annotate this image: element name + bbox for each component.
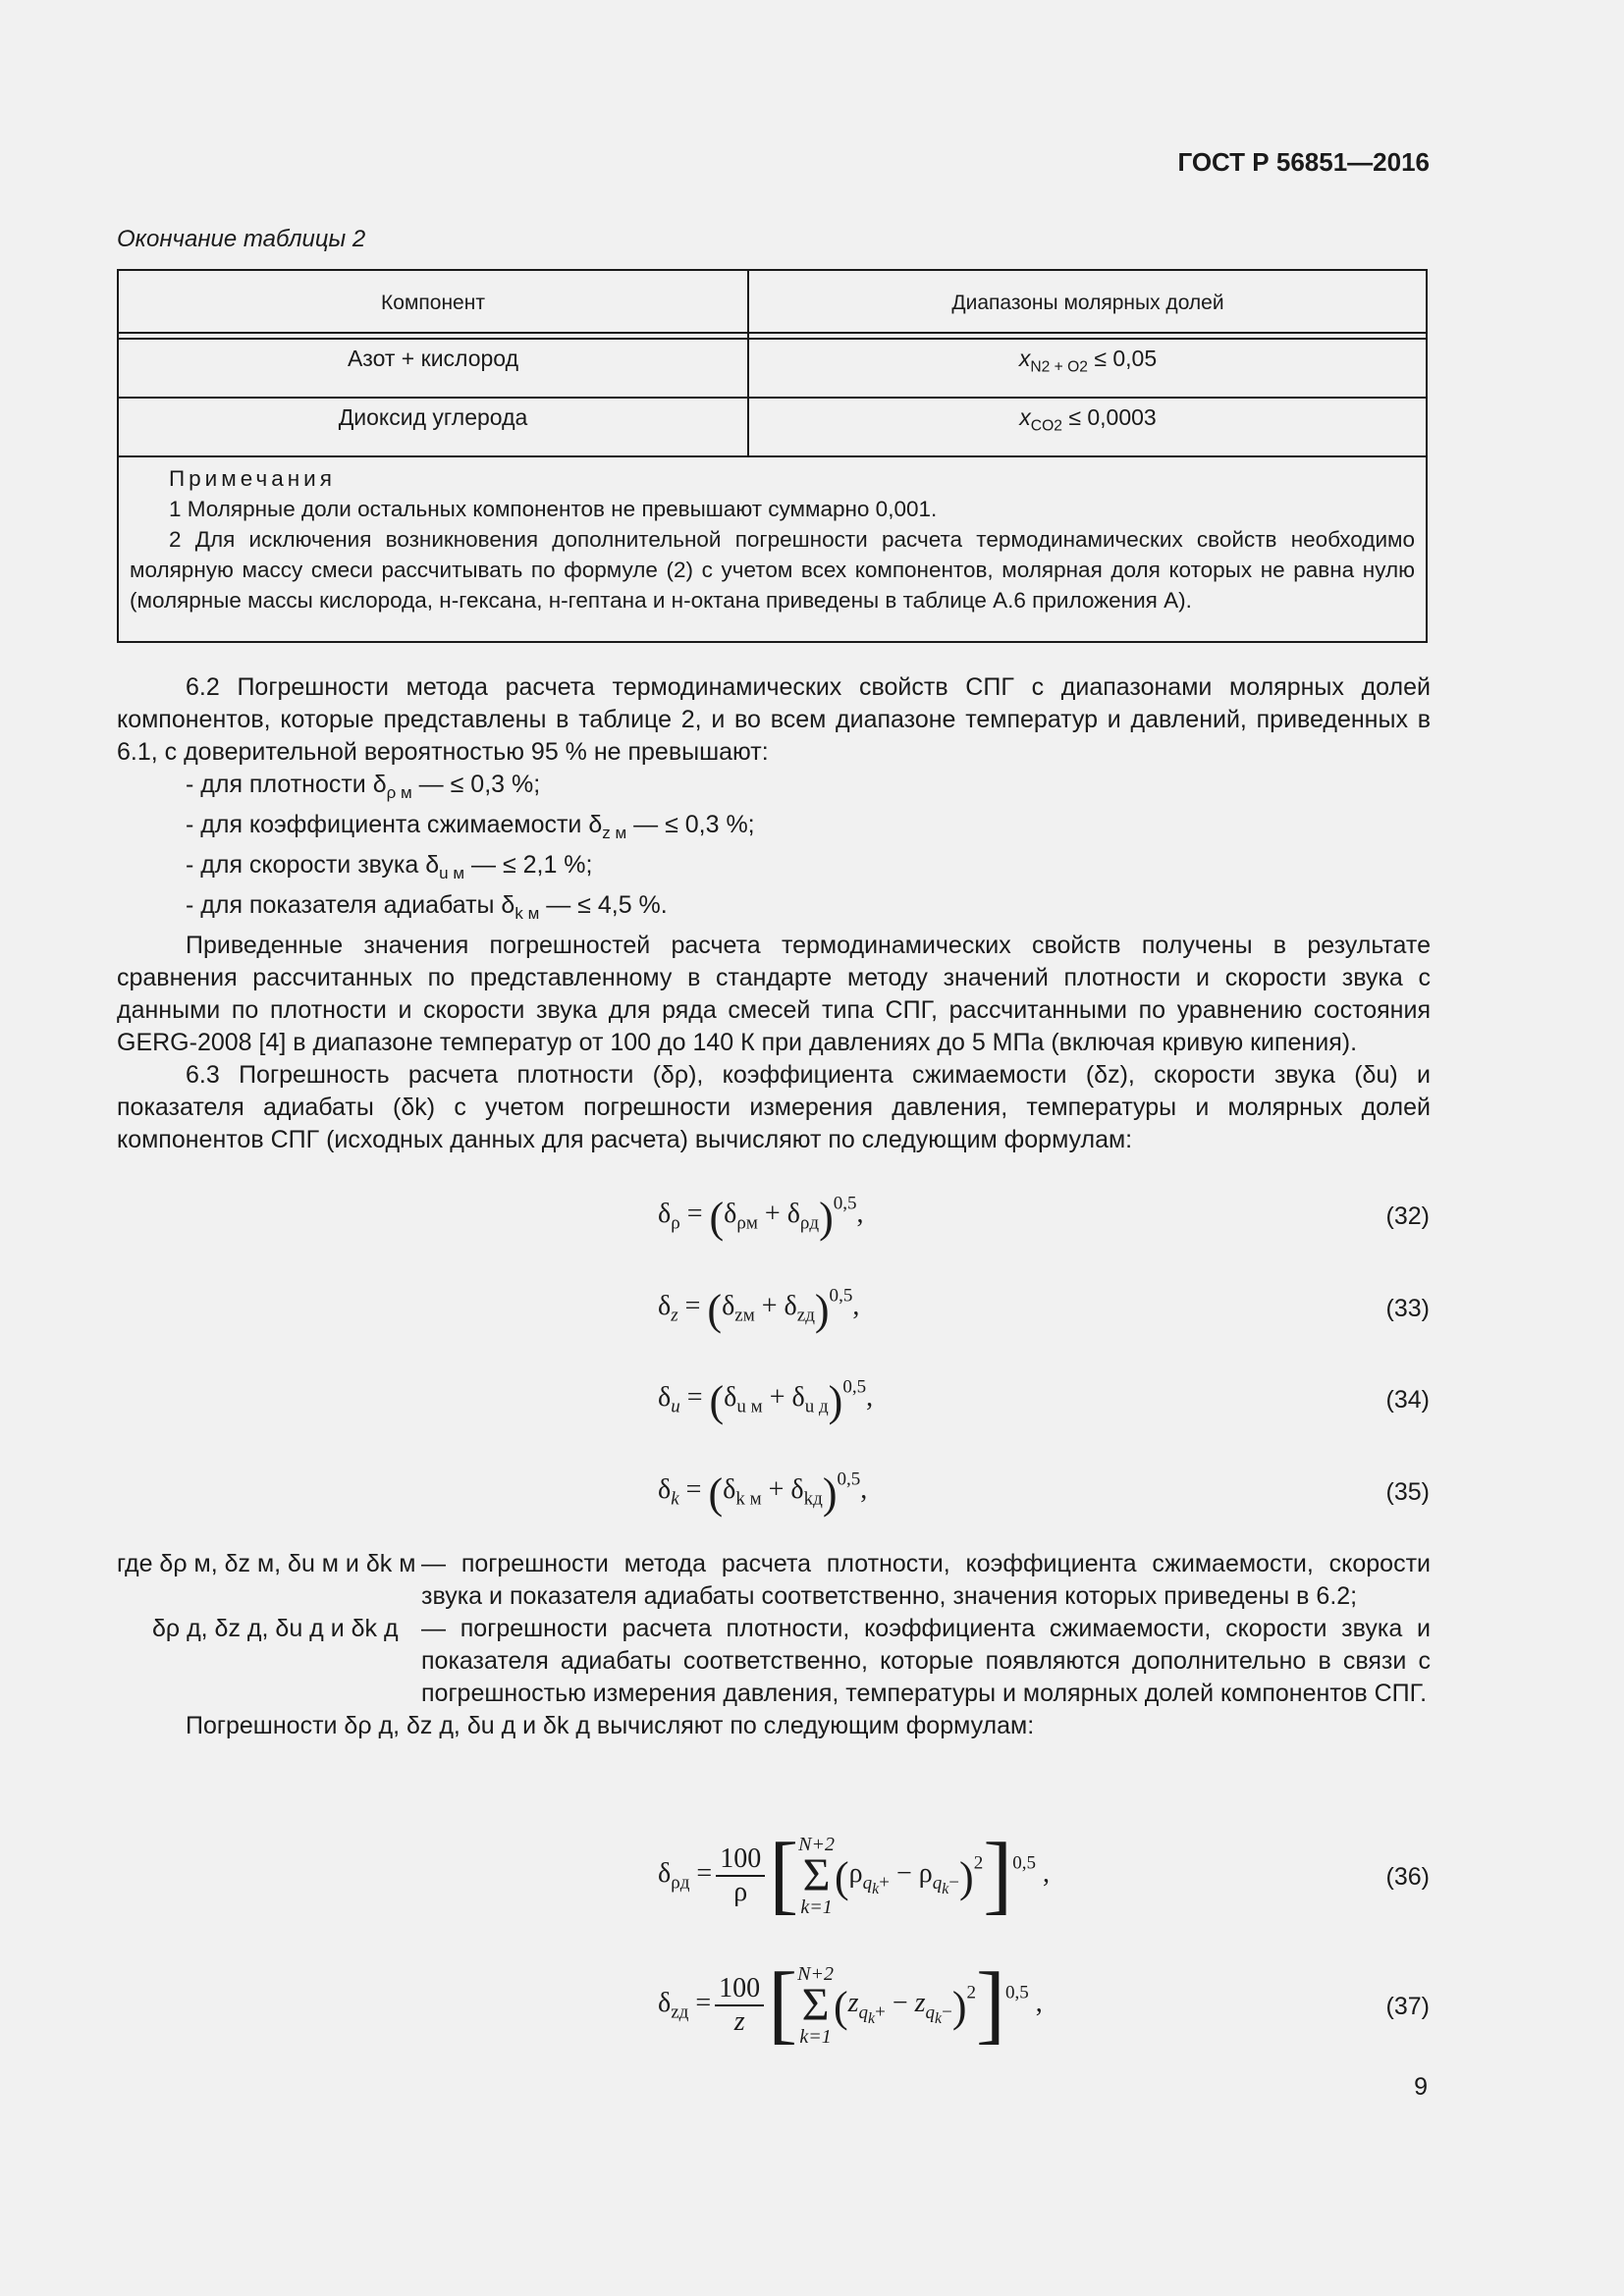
components-table [117,269,1428,643]
definition-term: δρ д, δz д, δu д и δk д [152,1615,399,1642]
page-number: 9 [1414,2073,1428,2101]
note-1: 1 Молярные доли остальных компонентов не превышают суммарно 0,001. [169,497,938,521]
equation-35: $\delta_k = (\delta_{k м} + \delta_{kд})^{0,5}$, [658,1468,868,1518]
table-cell-component: Диоксид углерода [338,404,528,430]
equation-number: (34) [1385,1386,1430,1414]
table-caption: Окончание таблицы 2 [117,226,366,252]
list-item: - для плотности $\delta_{\rho м}$ — ≤ 0,3 %; [186,771,541,802]
equation-36: $\delta_{\rho д}$ = $\frac{100}{\rho}$ [N+2 Σ $k=1(\rho_{q_k+} - \rho_{q_k-})^2]^{0,5}$ , [658,1826,1050,1923]
equation-33: $\delta_z = (\delta_{zм} + \delta_{zд})^{0,5}$, [658,1285,860,1334]
equation-37: $\delta_{zд}$ = $\frac{100}{z}[N+2$ Σ $k=1(z_{q_k+} - z_{q_k-})^2]^{0,5}$ , [658,1955,1043,2053]
table-header-range: Диапазоны молярных долей [951,292,1224,314]
table-row-divider [119,397,1426,399]
section-6-2-paragraph: Приведенные значения погрешностей расчета термодинамических свойств получены в результате сравнения рассчитанных по представленному в стандарте методу значений плотности и скорости звука с данными по плотности и скорости звука для ряда смесей типа СПГ, рассчитанными по уравнению состояния GERG-2008 [4] в диапазоне температур от 100 до 140 К при давлениях до 5 МПа (включая кривую кипения). [117,931,1431,1056]
document-code: ГОСТ Р 56851—2016 [1177,147,1430,177]
definition-row [117,1548,1431,1613]
variable-definitions [117,1548,1431,1742]
table-notes-divider [119,455,1426,457]
table-header-component: Компонент [381,292,485,314]
definition-text: — погрешности расчета плотности, коэффициента сжимаемости, скорости звука и показателя адиабаты соответственно, которые появляются дополнительно в связи с погрешностью измерения давления, температуры и молярных долей компонентов СПГ. [421,1615,1431,1707]
definition-row [117,1613,1431,1710]
notes-title: Примечания [169,466,336,491]
table-cell-range: $x_{CO2} \le 0,0003$ [1019,404,1157,435]
table-header-divider-double [119,338,1426,340]
list-item: - для коэффициента сжимаемости $\delta_{z м}$ — ≤ 0,3 %; [186,810,755,842]
section-6-2-intro: 6.2 Погрешности метода расчета термодинамических свойств СПГ с диапазонами молярных долей компонентов, которые представлены в таблице 2, и во всем диапазоне температур и давлений, приведенных в 6.1, с доверительной вероятностью 95 % не превышают: [117,673,1431,766]
list-item: - для показателя адиабаты $\delta_{k м}$ — ≤ 4,5 %. [186,890,668,923]
equation-32: $\delta_\rho = (\delta_{\rho м} + \delta_{\rho д})^{0,5}$, [658,1193,864,1242]
equation-34: $\delta_u = (\delta_{u м} + \delta_{u д})^{0,5}$, [658,1376,874,1425]
table-cell-range: $x_{N2 + O2} \le 0,05$ [1018,346,1158,376]
section-6-2 [117,671,1431,1156]
section-6-3-intro: 6.3 Погрешность расчета плотности (δρ), коэффициента сжимаемости (δz), скорости звука (δu) и показателя адиабаты (δk) с учетом погрешности измерения давления, температуры и молярных долей компонентов СПГ (исходных данных для расчета) вычисляют по следующим формулам: [117,1060,1431,1153]
definition-text: — погрешности метода расчета плотности, коэффициента сжимаемости, скорости звука и показателя адиабаты соответственно, значения которых приведены в 6.2; [421,1550,1431,1610]
equation-number: (32) [1385,1202,1430,1230]
equation-number: (36) [1385,1863,1430,1891]
note-2: 2 Для исключения возникновения дополнительной погрешности расчета термодинамических свойств необходимо молярную массу смеси рассчитывать по формуле (2) с учетом всех компонентов, молярная доля которых не равна нулю (молярные массы кислорода, н-гексана, н-гептана и н-октана приведены в таблице А.6 приложения А). [130,527,1415,613]
equation-number: (35) [1385,1478,1430,1506]
table-notes [130,463,1415,615]
formulas-intro: Погрешности δρ д, δz д, δu д и δk д вычисляют по следующим формулам: [186,1712,1035,1739]
definition-term: где δρ м, δz м, δu м и δk м [117,1550,416,1577]
equation-number: (37) [1385,1993,1430,2020]
list-item: - для скорости звука $\delta_{u м}$ — ≤ 2,1 %; [186,850,593,882]
table-cell-component: Азот + кислород [347,346,519,371]
table-header-divider [119,332,1426,334]
equation-number: (33) [1385,1295,1430,1322]
